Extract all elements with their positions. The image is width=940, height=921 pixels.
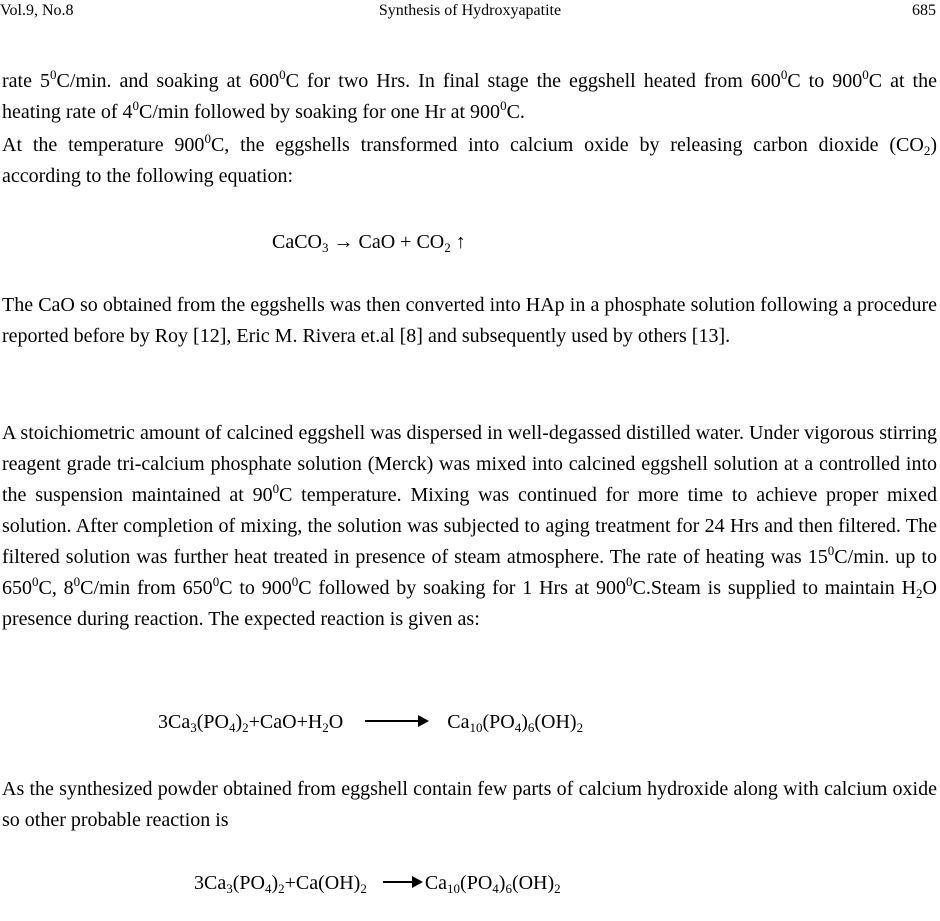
- running-title: Synthesis of Hydroxyapatite: [378, 2, 562, 19]
- page-number: 685: [912, 2, 936, 19]
- equation-hap-from-caoh2: $3Ca_3(PO_4)_2+Ca(OH)_2$ $Ca_{10}(PO_4)_6(OH)_2$: [194, 872, 561, 896]
- article-body-reaction: [2, 774, 937, 836]
- running-header: [0, 0, 940, 22]
- equation-calcination: CaCO$_3$ → CaO + $CO_2$ ↑: [272, 231, 466, 255]
- paragraph-3: The CaO so obtained from the eggshells was then converted into HAp in a phosphate solution following a procedure reported before by Roy [12], Eric M. Rivera et.al [8] and subsequently used by others [13].: [2, 294, 937, 347]
- article-body-continued: [2, 290, 937, 352]
- article-body-method: [2, 418, 937, 635]
- journal-volume: Vol.9, No.8: [0, 2, 74, 19]
- paragraph-5: As the synthesized powder obtained from eggshell contain few parts of calcium hydroxide along with calcium oxide so other probable reaction is: [2, 778, 937, 831]
- paragraph-1: rate $5^0C/\min$. and soaking at $600^0C$ for two Hrs. In final stage the eggshell heated from $600^0C$ to $900^0C$ at the heating rate of $4^0C/\min$ followed by soaking for one Hr at $900^0C$.: [2, 67, 937, 123]
- equation-hap-from-cao: $3Ca_3(PO_4)_2+CaO+H_2O$ $Ca_{10}(PO_4)_6(OH)_2$: [158, 711, 584, 735]
- paragraph-4: A stoichiometric amount of calcined eggshell was dispersed in well-degassed distilled water. Under vigorous stirring reagent grade tri-calcium phosphate solution (Merck) was mixed into calcined eggshell solution at a controlled into the suspension maintained at $90^0C$ temperature. Mixing was continued for more time to achieve proper mixed solution. After completion of mixing, the solution was subjected to aging treatment for 24 Hrs and then filtered. The filtered solution was further heat treated in presence of steam atmosphere. The rate of heating was $15^0C/\min$. up to $650^0C$, $8^0C/\min$ from $650^0C$ to $900^0C$ followed by soaking for 1 Hrs at $900^0C.Steam$ is supplied to maintain $H_2O$ presence during reaction. The expected reaction is given as:: [2, 422, 937, 630]
- reaction-arrow-icon: [383, 881, 421, 883]
- paragraph-2: At the temperature $900^0C$, the eggshells transformed into calcium oxide by releasing carbon dioxide $(CO_2)$ according to the following equation:: [2, 131, 937, 187]
- reaction-arrow-icon: [365, 720, 427, 722]
